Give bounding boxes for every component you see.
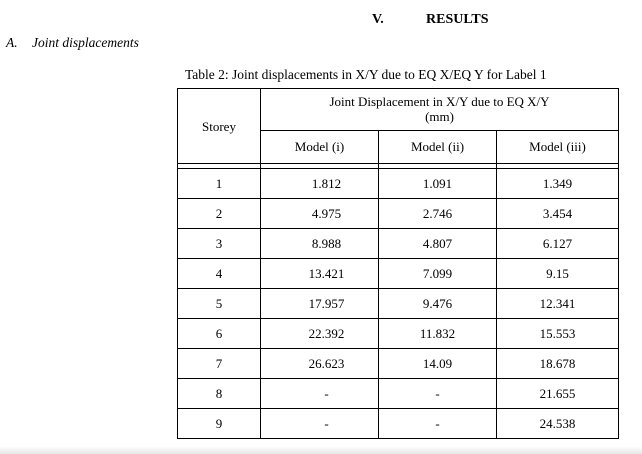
subsection-letter: A. (6, 35, 18, 50)
storey-cell: 9 (178, 409, 261, 439)
model-i-value: 22.392 (261, 319, 379, 349)
model-ii-value: - (379, 409, 497, 439)
subsection-title: Joint displacements (32, 35, 139, 50)
storey-cell: 3 (178, 229, 261, 259)
model-i-value: 17.957 (261, 289, 379, 319)
page-bottom-edge (0, 446, 642, 454)
model-iii-value: 18.678 (497, 349, 619, 379)
joint-displacement-table (177, 88, 619, 439)
model-ii-value: 2.746 (379, 199, 497, 229)
model-iii-value: 9.15 (497, 259, 619, 289)
table-row (178, 289, 619, 319)
table-row (178, 169, 619, 199)
table-row (178, 349, 619, 379)
storey-cell: 4 (178, 259, 261, 289)
table-row (178, 229, 619, 259)
storey-cell: 6 (178, 319, 261, 349)
storey-cell: 5 (178, 289, 261, 319)
model-i-value: 26.623 (261, 349, 379, 379)
model-iii-value: 12.341 (497, 289, 619, 319)
model-i-value: - (261, 379, 379, 409)
table-row (178, 199, 619, 229)
model-ii-header: Model (ii) (379, 130, 497, 163)
storey-header: Storey (178, 89, 261, 164)
model-ii-value: 4.807 (379, 229, 497, 259)
section-heading (372, 12, 489, 28)
storey-cell: 7 (178, 349, 261, 379)
model-i-value: - (261, 409, 379, 439)
model-i-value: 1.812 (261, 169, 379, 199)
model-iii-value: 24.538 (497, 409, 619, 439)
table-caption: Table 2: Joint displacements in X/Y due to EQ X/EQ Y for Label 1 (185, 67, 547, 82)
group-header-line2: (mm) (425, 109, 454, 125)
model-iii-header: Model (iii) (497, 130, 619, 163)
model-iii-value: 3.454 (497, 199, 619, 229)
table-row (178, 319, 619, 349)
model-iii-value: 15.553 (497, 319, 619, 349)
model-iii-value: 21.655 (497, 379, 619, 409)
model-iii-value: 1.349 (497, 169, 619, 199)
table-row (178, 379, 619, 409)
displacement-group-header (261, 89, 619, 131)
model-ii-value: 9.476 (379, 289, 497, 319)
model-ii-value: 14.09 (379, 349, 497, 379)
model-ii-value: - (379, 379, 497, 409)
table-row (178, 259, 619, 289)
model-ii-value: 1.091 (379, 169, 497, 199)
model-i-header: Model (i) (261, 130, 379, 163)
section-number: V. (372, 12, 384, 27)
storey-cell: 1 (178, 169, 261, 199)
section-title: RESULTS (426, 12, 489, 27)
model-iii-value: 6.127 (497, 229, 619, 259)
model-i-value: 8.988 (261, 229, 379, 259)
storey-cell: 2 (178, 199, 261, 229)
model-i-value: 13.421 (261, 259, 379, 289)
subsection-heading (6, 35, 139, 51)
group-header-line1: Joint Displacement in X/Y due to EQ X/Y (329, 94, 550, 110)
model-i-value: 4.975 (261, 199, 379, 229)
storey-cell: 8 (178, 379, 261, 409)
model-ii-value: 11.832 (379, 319, 497, 349)
model-ii-value: 7.099 (379, 259, 497, 289)
table-row (178, 409, 619, 439)
